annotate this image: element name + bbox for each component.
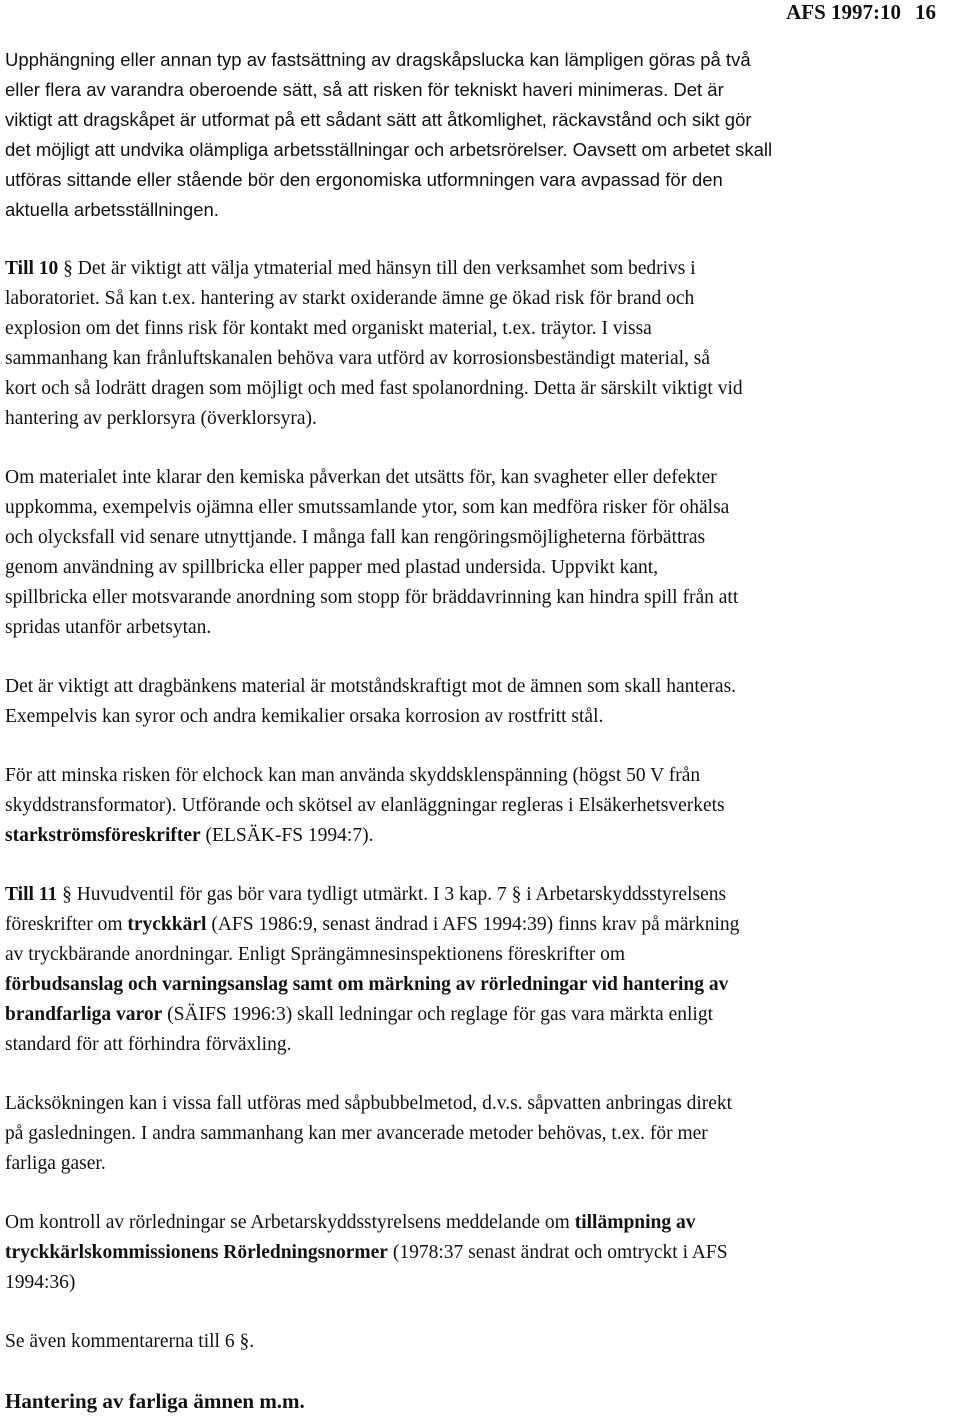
text-line: farliga gaser. bbox=[5, 1153, 106, 1174]
paragraph-dragbank bbox=[5, 672, 957, 732]
text-line: sammanhang kan frånluftskanalen behöva vara utförd av korrosionsbeständigt material, så bbox=[5, 348, 711, 369]
text-line: standard för att förhindra förväxling. bbox=[5, 1034, 292, 1055]
section-sign: § bbox=[511, 884, 522, 905]
text-line: starkströmsföreskrifter (ELSÄK-FS 1994:7). bbox=[5, 825, 374, 846]
text-line: på gasledningen. I andra sammanhang kan mer avancerade metoder behövas, t.ex. för mer bbox=[5, 1123, 708, 1144]
section-sign: § bbox=[239, 1331, 250, 1352]
text-line: Se även kommentarerna till 6 §. bbox=[5, 1331, 255, 1352]
text-line: det möjligt att undvika olämpliga arbetsställningar och arbetsrörelser. Oavsett om arbetet skall bbox=[5, 139, 773, 160]
text-line: viktigt att dragskåpet är utformat på ett sådant sätt att åtkomlighet, räckavstånd och sikt gör bbox=[5, 109, 752, 130]
bold-term: tryckkärlskommissionens Rörledningsnormer bbox=[5, 1242, 388, 1263]
text-line: brandfarliga varor (SÄIFS 1996:3) skall ledningar och reglage för gas vara märkta enligt bbox=[5, 1004, 713, 1025]
paragraph-materialet bbox=[5, 463, 957, 643]
text-line: 1994:36) bbox=[5, 1272, 76, 1293]
document-body bbox=[5, 45, 957, 1416]
paragraph-till-10 bbox=[5, 254, 957, 434]
text-line: av tryckbärande anordningar. Enligt Sprängämnesinspektionens föreskrifter om bbox=[5, 944, 626, 965]
paragraph-lucka bbox=[5, 45, 957, 225]
text-line: spridas utanför arbetsytan. bbox=[5, 617, 212, 638]
paragraph-lacksokning bbox=[5, 1089, 957, 1179]
section-heading: Hantering av farliga ämnen m.m. bbox=[5, 1389, 305, 1413]
text-line: utföras sittande eller stående bör den ergonomiska utformningen vara avpassad för den bbox=[5, 169, 723, 190]
text-line: laboratoriet. Så kan t.ex. hantering av starkt oxiderande ämne ge ökad risk för brand och bbox=[5, 288, 695, 309]
section-label: Till 11 bbox=[5, 884, 58, 905]
text-line: Det är viktigt att dragbänkens material är motståndskraftigt mot de ämnen som skall hanteras. bbox=[5, 676, 737, 697]
bold-term: brandfarliga varor bbox=[5, 1004, 163, 1025]
text-line: aktuella arbetsställningen. bbox=[5, 199, 219, 220]
text-line: Till 11 § Huvudventil för gas bör vara tydligt utmärkt. I 3 kap. 7 § i Arbetarskyddsstyrelsens bbox=[5, 884, 727, 905]
text-line: Exempelvis kan syror och andra kemikalier orsaka korrosion av rostfritt stål. bbox=[5, 706, 604, 727]
text-line: Läcksökningen kan i vissa fall utföras med såpbubbelmetod, d.v.s. såpvatten anbringas direkt bbox=[5, 1093, 733, 1114]
paragraph-se-aven bbox=[5, 1327, 957, 1357]
bold-term: tryckkärl bbox=[127, 914, 207, 935]
text-line: Upphängning eller annan typ av fastsättning av dragskåpslucka kan lämpligen göras på två bbox=[5, 49, 751, 70]
text-line: För att minska risken för elchock kan man använda skyddsklenspänning (högst 50 V från bbox=[5, 765, 701, 786]
paragraph-till-11 bbox=[5, 880, 957, 1060]
text-line: hantering av perklorsyra (överklorsyra). bbox=[5, 408, 317, 429]
text-line: spillbricka eller motsvarande anordning som stopp för bräddavrinning kan hindra spill från att bbox=[5, 587, 739, 608]
paragraph-elchock bbox=[5, 761, 957, 851]
text-line: Om materialet inte klarar den kemiska påverkan det utsätts för, kan svagheter eller defekter bbox=[5, 467, 717, 488]
text-line: kort och så lodrätt dragen som möjligt och med fast spolanordning. Detta är särskilt viktigt vid bbox=[5, 378, 743, 399]
text-line: förbudsanslag och varningsanslag samt om märkning av rörledningar vid hantering av bbox=[5, 974, 729, 995]
text-line: genom användning av spillbricka eller papper med plastad undersida. Uppvikt kant, bbox=[5, 557, 659, 578]
bold-term: tillämpning av bbox=[574, 1212, 696, 1233]
text-line: eller flera av varandra oberoende sätt, så att risken för tekniskt haveri minimeras. Det är bbox=[5, 79, 724, 100]
text-line: Till 10 § Det är viktigt att välja ytmaterial med hänsyn till den verksamhet som bedrivs i bbox=[5, 258, 696, 279]
text-line: och olycksfall vid senare utnyttjande. I många fall kan rengöringsmöjligheterna förbättras bbox=[5, 527, 706, 548]
section-sign: § bbox=[63, 258, 73, 279]
text-line: Om kontroll av rörledningar se Arbetarskyddsstyrelsens meddelande om tillämpning av bbox=[5, 1212, 696, 1233]
text-line: tryckkärlskommissionens Rörledningsnormer (1978:37 senast ändrat och omtryckt i AFS bbox=[5, 1242, 728, 1263]
document-id: AFS 1997:10 bbox=[786, 0, 901, 24]
page-number: 16 bbox=[915, 0, 936, 24]
page-header bbox=[786, 0, 936, 24]
text-line: föreskrifter om tryckkärl (AFS 1986:9, senast ändrad i AFS 1994:39) finns krav på märkning bbox=[5, 914, 740, 935]
bold-term: starkströmsföreskrifter bbox=[5, 825, 201, 846]
section-sign: § bbox=[62, 884, 72, 905]
text-line: uppkomma, exempelvis ojämna eller smutssamlande ytor, som kan medföra risker för ohälsa bbox=[5, 497, 730, 518]
section-label: Till 10 bbox=[5, 258, 59, 279]
paragraph-rorledningar bbox=[5, 1208, 957, 1298]
text-line: skyddstransformator). Utförande och skötsel av elanläggningar regleras i Elsäkerhetsverkets bbox=[5, 795, 725, 816]
text-line: explosion om det finns risk för kontakt med organiskt material, t.ex. träytor. I vissa bbox=[5, 318, 652, 339]
